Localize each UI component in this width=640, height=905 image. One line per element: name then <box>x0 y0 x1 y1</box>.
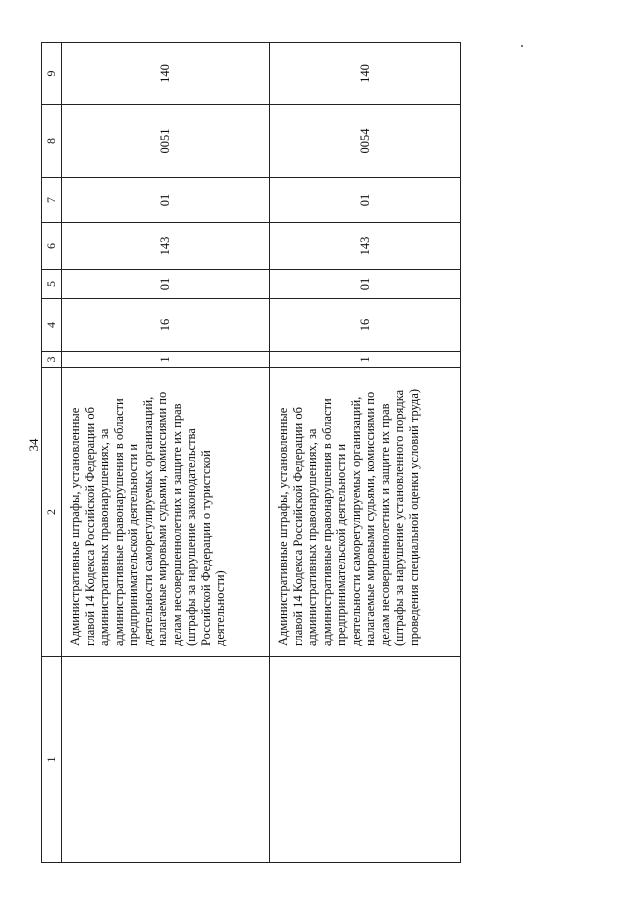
row-2-col-3: 1 <box>270 352 461 368</box>
row-1-col-5: 01 <box>62 270 270 299</box>
header-cell-8: 8 <box>42 105 62 178</box>
row-1-col-1 <box>62 657 270 863</box>
header-cell-2: 2 <box>42 368 62 657</box>
header-cell-4: 4 <box>42 299 62 352</box>
header-cell-3: 3 <box>42 352 62 368</box>
header-row <box>42 43 62 863</box>
row-1-description: Административные штрафы, установленные главой 14 Кодекса Российской Федерации об административных правонарушениях, за административные правонарушения в области предпринимательской деятельности и деятельности саморегулируемых организаций, налагаемые мировыми судьями, комиссиями по делам несовершеннолетних и защите их прав (штрафы за нарушение законодательства Российской Федерации о туристской деятельности) <box>62 368 270 657</box>
header-cell-6: 6 <box>42 223 62 270</box>
row-1-col-9: 140 <box>62 43 270 105</box>
scan-speck <box>521 45 523 47</box>
row-1-col-7: 01 <box>62 178 270 223</box>
rotated-table-frame <box>41 43 461 863</box>
row-1-col-6: 143 <box>62 223 270 270</box>
budget-classification-table <box>41 42 461 863</box>
header-cell-7: 7 <box>42 178 62 223</box>
row-2-col-1 <box>270 657 461 863</box>
row-1-col-4: 16 <box>62 299 270 352</box>
table-row <box>62 43 270 863</box>
header-cell-9: 9 <box>42 43 62 105</box>
table-row <box>270 43 461 863</box>
header-cell-5: 5 <box>42 270 62 299</box>
page-number: 34 <box>26 438 41 452</box>
row-2-col-8: 0054 <box>270 105 461 178</box>
row-1-col-3: 1 <box>62 352 270 368</box>
row-2-col-6: 143 <box>270 223 461 270</box>
header-cell-1: 1 <box>42 657 62 863</box>
row-2-description: Административные штрафы, установленные главой 14 Кодекса Российской Федерации об административных правонарушениях, за административные правонарушения в области предпринимательской деятельности и деятельности саморегулируемых организаций, налагаемые мировыми судьями, комиссиями по делам несовершеннолетних и защите их прав (штрафы за нарушение установленного порядка проведения специальной оценки условий труда) <box>270 368 461 657</box>
row-2-col-4: 16 <box>270 299 461 352</box>
row-2-col-7: 01 <box>270 178 461 223</box>
row-2-col-9: 140 <box>270 43 461 105</box>
row-1-col-8: 0051 <box>62 105 270 178</box>
row-2-col-5: 01 <box>270 270 461 299</box>
